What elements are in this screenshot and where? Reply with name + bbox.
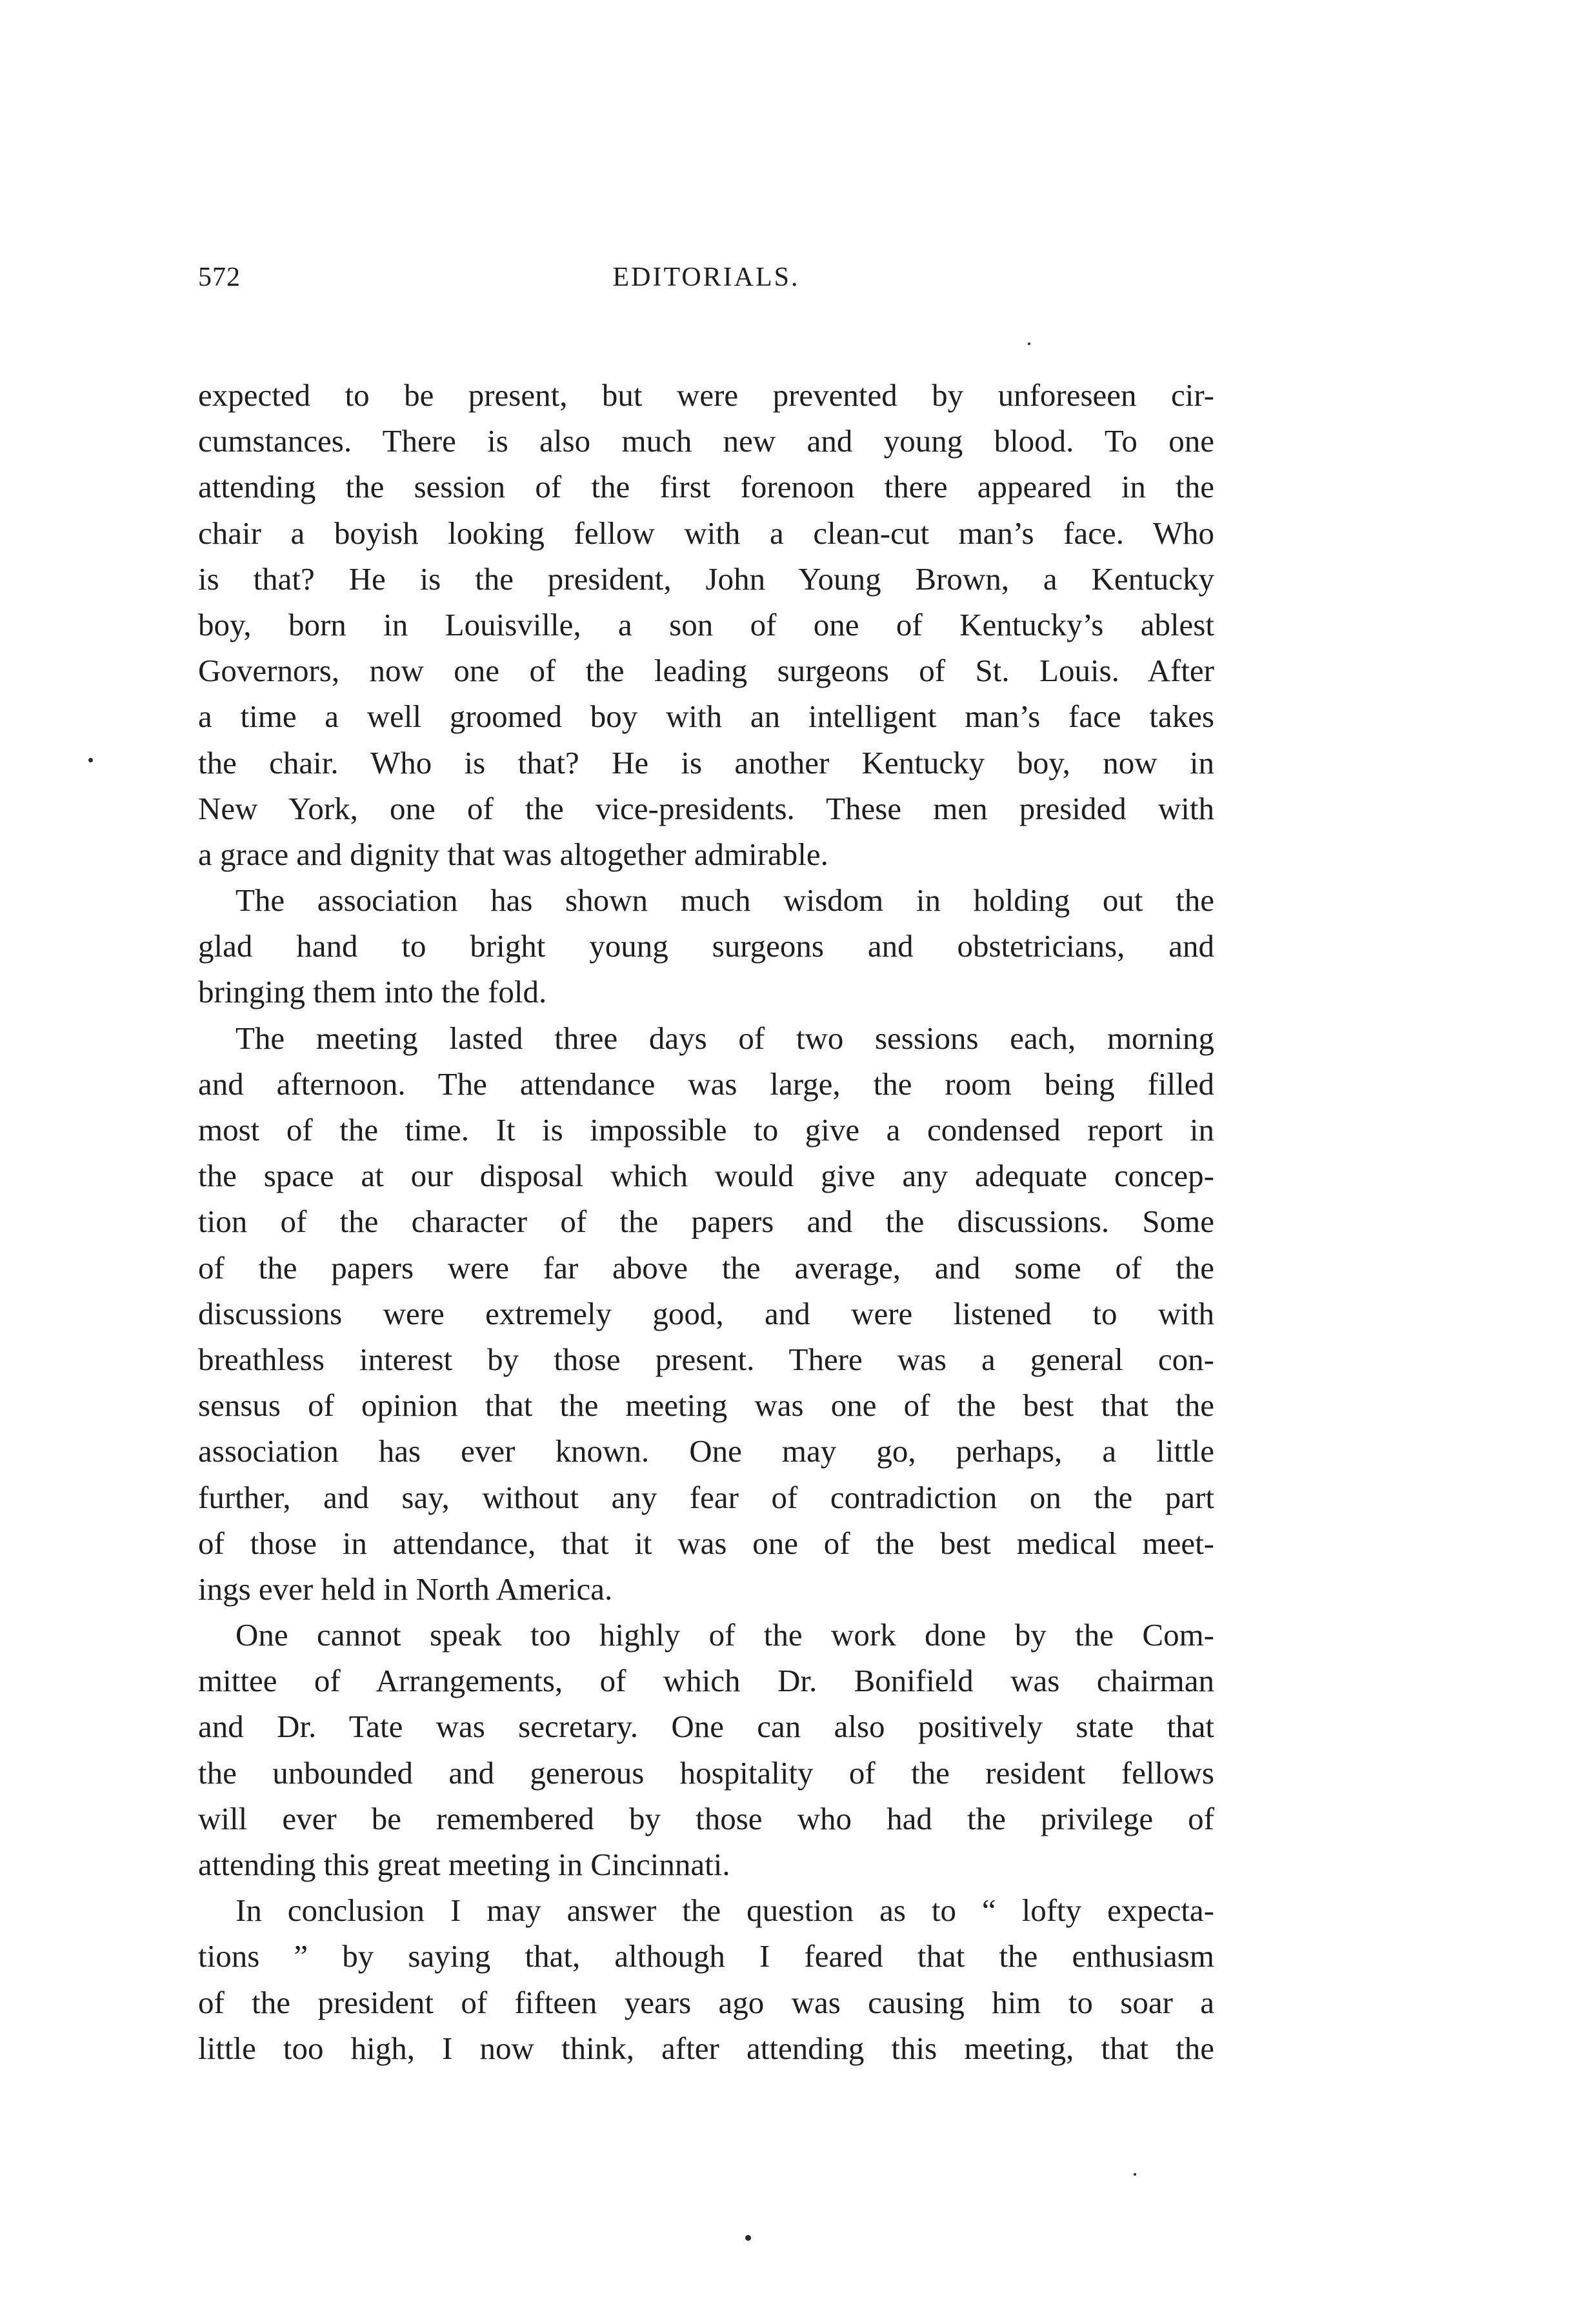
text-line: discussions were extremely good, and were listened to with (198, 1295, 1214, 1331)
text-line: association has ever known. One may go, perhaps, a little (198, 1433, 1214, 1469)
scan-speck (88, 758, 93, 762)
text-line: of the papers were far above the average, and some of the (198, 1249, 1214, 1286)
scan-speck (1134, 2173, 1136, 2176)
text-line: cumstances. There is also much new and young blood. To one (198, 423, 1214, 459)
text-line: most of the time. It is impossible to give a condensed report in (198, 1112, 1214, 1147)
text-line: and Dr. Tate was secretary. One can also positively state that (198, 1709, 1214, 1745)
text-line: and afternoon. The attendance was large, the room being filled (198, 1066, 1214, 1102)
scan-speck (745, 2235, 751, 2241)
text-line: attending this great meeting in Cincinnati. (198, 1847, 730, 1882)
text-line: ings ever held in North America. (198, 1571, 613, 1607)
text-line: attending the session of the first forenoon there appeared in the (198, 469, 1214, 505)
text-line: is that? He is the president, John Young Brown, a Kentucky (198, 561, 1214, 597)
section-title: EDITORIALS. (612, 263, 800, 292)
text-line: further, and say, without any fear of contradiction on the part (198, 1479, 1214, 1515)
text-line: a time a well groomed boy with an intelligent man’s face takes (198, 699, 1214, 735)
editorial-body (198, 372, 1214, 2071)
paragraph (198, 1887, 1214, 2071)
text-line: tion of the character of the papers and the discussions. Some (198, 1204, 1214, 1240)
paragraph (198, 1015, 1214, 1612)
text-line: The meeting lasted three days of two sessions each, morning (235, 1020, 1214, 1056)
text-line: expected to be present, but were prevented by unforeseen cir- (198, 377, 1214, 413)
text-line: chair a boyish looking fellow with a clean-cut man’s face. Who (198, 515, 1214, 551)
text-line: a grace and dignity that was altogether admirable. (198, 836, 828, 872)
text-line: the unbounded and generous hospitality of the resident fellows (198, 1754, 1214, 1791)
text-line: mittee of Arrangements, of which Dr. Bonifield was chairman (198, 1663, 1214, 1699)
text-line: boy, born in Louisville, a son of one of Kentucky’s ablest (198, 606, 1214, 642)
text-line: sensus of opinion that the meeting was one of the best that the (198, 1387, 1214, 1424)
text-line: tions ” by saying that, although I feared that the enthusiasm (198, 1938, 1214, 1974)
text-line: of those in attendance, that it was one of the best medical meet- (198, 1525, 1214, 1561)
text-line: Governors, now one of the leading surgeons of St. Louis. After (198, 653, 1214, 689)
text-line: the chair. Who is that? He is another Kentucky boy, now in (198, 744, 1214, 780)
text-line: One cannot speak too highly of the work done by the Com- (235, 1617, 1214, 1653)
text-line: New York, one of the vice-presidents. These men presided with (198, 790, 1214, 826)
paragraph (198, 877, 1214, 1015)
text-line: the space at our disposal which would give any adequate concep- (198, 1158, 1214, 1194)
text-line: In conclusion I may answer the question as to “ lofty expecta- (235, 1892, 1214, 1929)
paragraph (198, 1612, 1214, 1887)
text-line: breathless interest by those present. There was a general con- (198, 1341, 1214, 1377)
text-line: will ever be remembered by those who had the privilege of (198, 1800, 1214, 1836)
scan-speck (1028, 343, 1030, 345)
text-line: of the president of fifteen years ago was causing him to soar a (198, 1984, 1214, 2020)
text-line: The association has shown much wisdom in holding out the (235, 882, 1214, 919)
paragraph (198, 372, 1214, 877)
running-head (198, 255, 1214, 300)
page-number: 572 (198, 263, 241, 292)
text-line: glad hand to bright young surgeons and obstetricians, and (198, 928, 1214, 964)
text-line: bringing them into the fold. (198, 974, 547, 1010)
text-line: little too high, I now think, after attending this meeting, that the (198, 2030, 1214, 2066)
